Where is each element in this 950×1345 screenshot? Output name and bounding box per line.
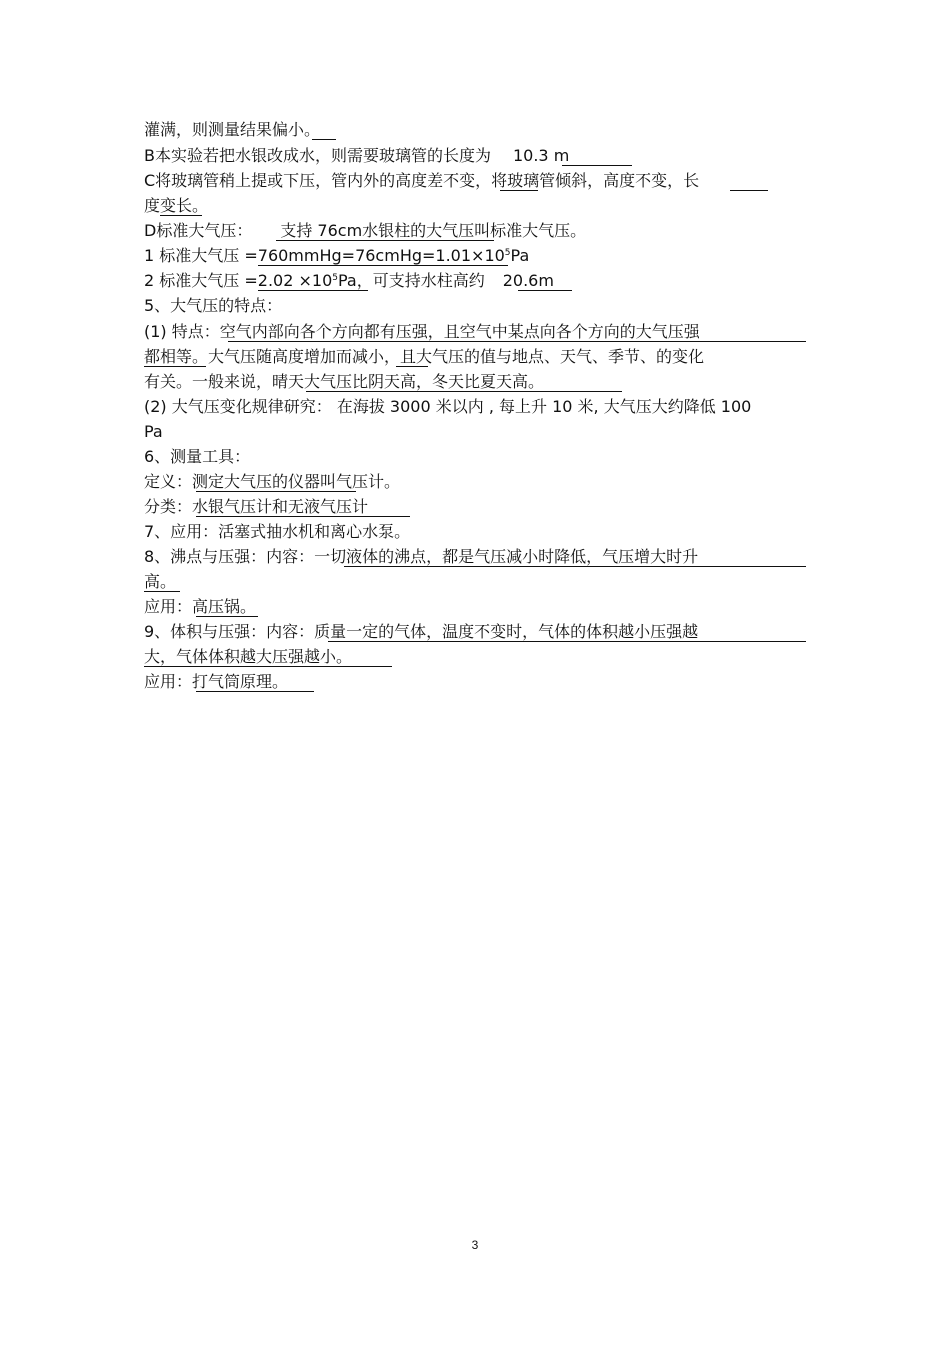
section-8-boiling xyxy=(144,547,698,567)
text: Pa xyxy=(144,422,163,441)
unit: Pa xyxy=(337,271,357,290)
answer-underline xyxy=(328,641,806,642)
text: 5、大气压的特点： xyxy=(144,296,283,315)
line-1-atm xyxy=(144,246,529,266)
line-length-longer xyxy=(144,196,208,216)
line-boiling-end xyxy=(144,572,176,592)
section-5-heading xyxy=(144,296,282,316)
answer-underline xyxy=(500,190,538,191)
answer-underline xyxy=(312,139,336,140)
text: B本实验若把水银改成水，则需要玻璃管的长度为 xyxy=(144,146,491,165)
answer-underline xyxy=(396,366,428,367)
answer: =2.02 ×10 xyxy=(244,271,333,290)
section-9-volume xyxy=(144,622,698,642)
answer-underline xyxy=(258,290,368,291)
text: ，可支持水柱高约 xyxy=(356,271,485,290)
answer-underline xyxy=(144,666,392,667)
exponent: 5 xyxy=(504,248,511,258)
answer-underline xyxy=(144,591,180,592)
answer-underline xyxy=(276,240,494,241)
text: (2) 大气压变化规律研究： 在海拔 3000 米以内 , 每上升 10 米, 大气压大约降低 100 xyxy=(144,397,752,416)
text: 大，气体体积越大压强越小。 xyxy=(144,647,353,666)
line-boiling-application xyxy=(144,597,256,617)
section-6-heading xyxy=(144,447,250,467)
unit: Pa xyxy=(510,246,530,265)
line-features xyxy=(144,322,700,342)
line-volume-application xyxy=(144,672,288,692)
text: 分类：水银气压计和无液气压计 xyxy=(144,497,369,516)
answer-underline xyxy=(518,290,572,291)
answer-underline xyxy=(306,391,622,392)
text: 9、体积与压强：内容：质量一定的气体，温度不变时，气体的体积越小压强越 xyxy=(144,622,699,641)
text: 高。 xyxy=(144,572,177,591)
exponent: 5 xyxy=(332,273,338,283)
line-2-atm xyxy=(144,271,554,291)
answer: 10.3 m xyxy=(512,146,570,165)
line-b-water-length xyxy=(144,146,569,166)
text: 灌满，则测量结果偏小。 xyxy=(144,120,321,139)
answer-underline xyxy=(160,215,202,216)
answer-underline xyxy=(228,341,806,342)
text: 度变长。 xyxy=(144,196,209,215)
answer-underline xyxy=(562,165,632,166)
answer-underline xyxy=(344,566,806,567)
text: 支持 76cm水银柱的大气压叫标准大气压。 xyxy=(280,221,587,240)
page-number: 3 xyxy=(471,1238,479,1252)
text: (1) 特点：空气内部向各个方向都有压强，且空气中某点向各个方向的大气压强 xyxy=(144,322,700,341)
section-7-application xyxy=(144,522,410,542)
text: 有关。一般来说，晴天大气压比阴天高，冬天比夏天高。 xyxy=(144,372,545,391)
line-classification xyxy=(144,497,368,517)
text: 6、测量工具： xyxy=(144,447,251,466)
answer-underline xyxy=(196,491,356,492)
text: 应用：高压锅。 xyxy=(144,597,257,616)
line-volume-end xyxy=(144,647,352,667)
answer: =760mmHg=76cmHg=1.01×10 xyxy=(244,246,505,265)
answer-underline xyxy=(258,265,508,266)
line-definition xyxy=(144,472,400,492)
text: 应用：打气筒原理。 xyxy=(144,672,289,691)
text: 1 标准大气压 xyxy=(144,246,245,265)
answer-underline xyxy=(144,366,206,367)
line-features-3 xyxy=(144,372,544,392)
text: C将玻璃管稍上提或下压，管内外的高度差不变，将玻璃管倾斜，高度不变，长 xyxy=(144,171,700,190)
text: D标准大气压： xyxy=(144,221,253,240)
text: 2 标准大气压 xyxy=(144,271,245,290)
answer-underline xyxy=(196,516,410,517)
line-variation-unit xyxy=(144,422,163,442)
line-features-2 xyxy=(144,347,704,367)
answer-underline xyxy=(196,691,314,692)
text: 都相等。大气压随高度增加而减小，且大气压的值与地点、天气、季节、的变化 xyxy=(144,347,705,366)
answer-underline xyxy=(196,616,258,617)
line-d-standard-pressure xyxy=(144,221,586,241)
answer-underline xyxy=(730,190,768,191)
line-c-tilt xyxy=(144,171,699,191)
line-filled-result xyxy=(144,120,320,140)
text: 7、应用：活塞式抽水机和离心水泵。 xyxy=(144,522,411,541)
line-variation-rule xyxy=(144,397,751,417)
answer: 20.6m xyxy=(502,271,554,290)
text: 8、沸点与压强：内容：一切液体的沸点，都是气压减小时降低，气压增大时升 xyxy=(144,547,699,566)
text: 定义：测定大气压的仪器叫气压计。 xyxy=(144,472,401,491)
